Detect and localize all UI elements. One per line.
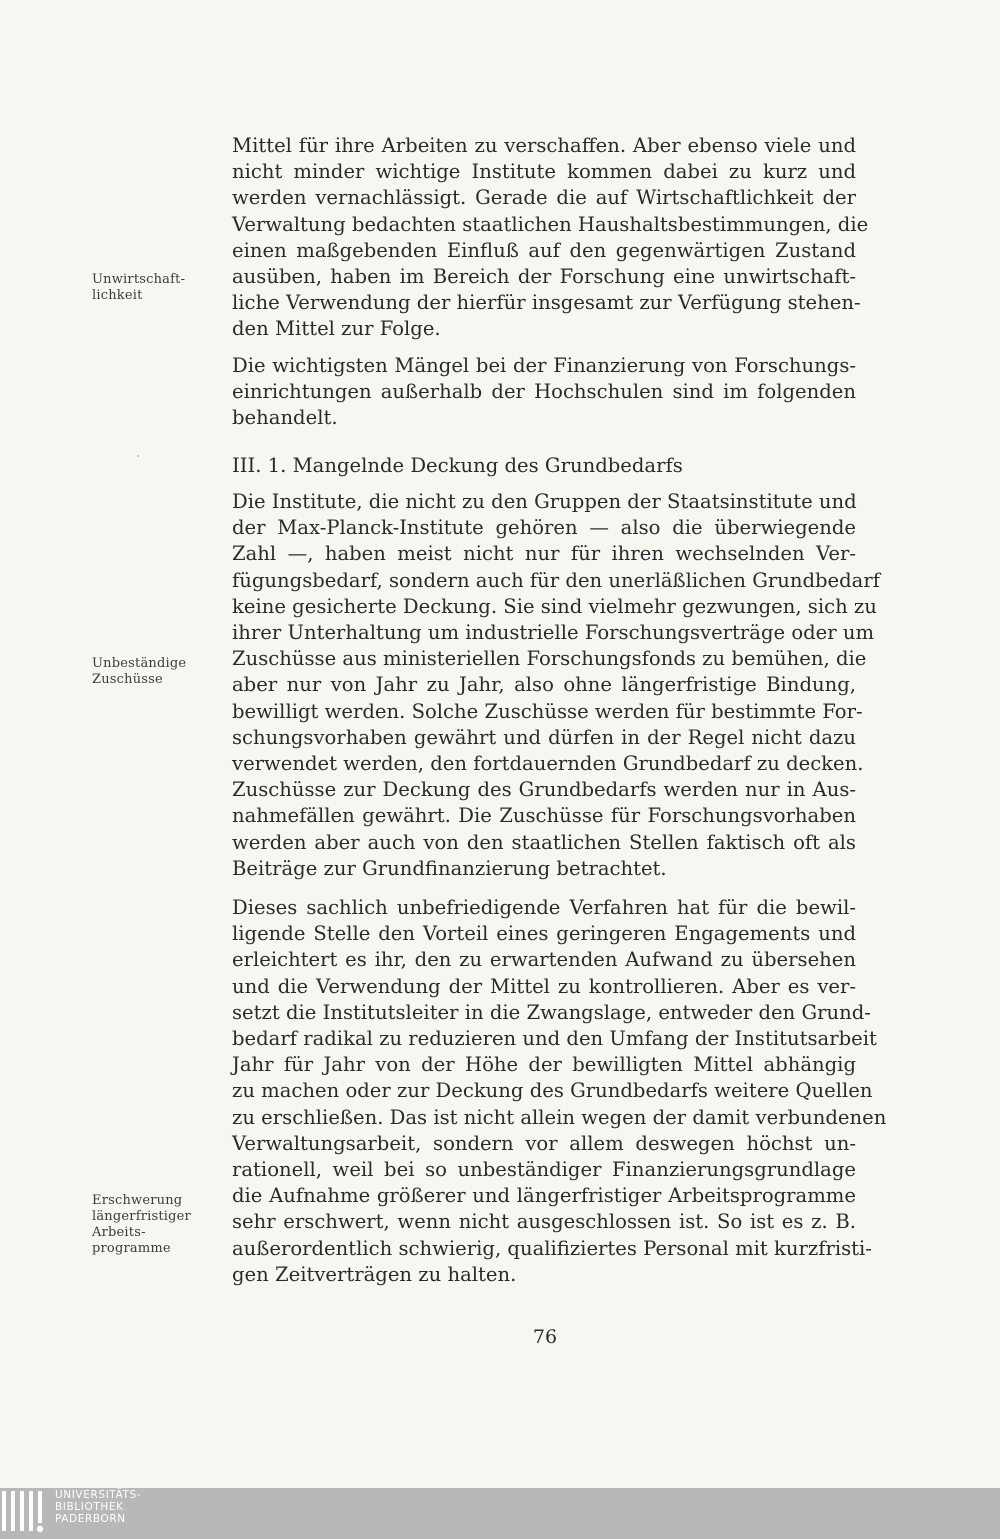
text-line: Verwaltungsarbeit, sondern vor allem deswegen höchst un- — [232, 1131, 856, 1155]
text-line: Mittel für ihre Arbeiten zu verschaffen. Aber ebenso viele und — [232, 134, 856, 157]
paragraph-3 — [232, 489, 880, 882]
margin-note-unwirtschaftlichkeit — [92, 272, 212, 304]
text-line: außerordentlich schwierig, qualifiziertes Personal mit kurzfristi- — [232, 1236, 872, 1260]
library-footer — [0, 1488, 1000, 1539]
margin-note-line: Unwirtschaft- — [92, 272, 186, 287]
text-line: einen maßgebenden Einfluß auf den gegenwärtigen Zustand — [232, 238, 856, 262]
text-line: Zahl —, haben meist nicht nur für ihren wechselnden Ver- — [232, 542, 856, 566]
text-line: sehr erschwert, wenn nicht ausgeschlossen ist. So ist es z. B. — [232, 1210, 856, 1234]
margin-note-line: Arbeits- — [92, 1225, 146, 1240]
text-line: Beiträge zur Grundfinanzierung betrachtet. — [232, 856, 667, 880]
text-line: erleichtert es ihr, den zu erwartenden Aufwand zu übersehen — [232, 948, 856, 972]
text-line: bedarf radikal zu reduzieren und den Umfang der Institutsarbeit — [232, 1027, 877, 1051]
margin-note-unbestaendige-zuschuesse — [92, 656, 212, 688]
text-line: der Max-Planck-Institute gehören — also die überwiegende — [232, 516, 856, 540]
text-line: keine gesicherte Deckung. Sie sind vielmehr gezwungen, sich zu — [232, 594, 877, 618]
text-line: werden vernachlässigt. Gerade die auf Wirtschaftlichkeit der — [232, 186, 856, 210]
margin-note-line: Erschwerung — [92, 1193, 183, 1208]
text-line: ausüben, haben im Bereich der Forschung eine unwirtschaft- — [232, 265, 856, 289]
text-line: verwendet werden, den fortdauernden Grundbedarf zu decken. — [232, 752, 864, 776]
paragraph-4 — [232, 895, 887, 1288]
text-line: schungsvorhaben gewährt und dürfen in der Regel nicht dazu — [232, 725, 856, 749]
text-line: rationell, weil bei so unbeständiger Finanzierungsgrundlage — [232, 1158, 856, 1182]
text-line: einrichtungen außerhalb der Hochschulen sind im folgenden — [232, 380, 856, 404]
text-line: nahmefällen gewährt. Die Zuschüsse für Forschungsvorhaben — [232, 804, 856, 828]
page-number: 76 — [532, 1326, 558, 1348]
margin-note-line: Zuschüsse — [92, 672, 163, 687]
scan-speck — [137, 455, 139, 457]
text-line: Zuschüsse aus ministeriellen Forschungsfonds zu bemühen, die — [232, 647, 867, 671]
paragraph-2 — [232, 353, 856, 432]
text-line: behandelt. — [232, 406, 338, 430]
text-line: liche Verwendung der hierfür insgesamt zur Verfügung stehen- — [232, 291, 861, 315]
library-name-line: UNIVERSITÄTS- — [55, 1489, 142, 1501]
text-line: den Mittel zur Folge. — [232, 317, 441, 341]
text-line: aber nur von Jahr zu Jahr, also ohne längerfristige Bindung, — [232, 673, 856, 697]
text-line: Die Institute, die nicht zu den Gruppen der Staatsinstitute und — [232, 490, 857, 513]
text-line: Dieses sachlich unbefriedigende Verfahren hat für die bewil- — [232, 896, 856, 919]
margin-note-line: längerfristiger — [92, 1209, 191, 1224]
library-name-line: PADERBORN — [55, 1513, 126, 1525]
margin-note-erschwerung — [92, 1193, 212, 1257]
text-line: gen Zeitverträgen zu halten. — [232, 1262, 517, 1286]
text-line: Jahr für Jahr von der Höhe der bewilligten Mittel abhängig — [232, 1053, 856, 1077]
text-line: fügungsbedarf, sondern auch für den unerläßlichen Grundbedarf — [232, 568, 880, 592]
paragraph-1 — [232, 133, 869, 343]
text-line: Zuschüsse zur Deckung des Grundbedarfs werden nur in Aus- — [232, 778, 856, 802]
text-line: ligende Stelle den Vorteil eines geringeren Engagements und — [232, 922, 856, 946]
margin-note-line: lichkeit — [92, 288, 143, 303]
text-line: nicht minder wichtige Institute kommen dabei zu kurz und — [232, 160, 856, 184]
library-name-line: BIBLIOTHEK — [55, 1501, 124, 1513]
text-line: bewilligt werden. Solche Zuschüsse werden für bestimmte For- — [232, 699, 863, 723]
margin-note-line: Unbeständige — [92, 656, 187, 671]
text-line: die Aufnahme größerer und längerfristiger Arbeitsprogramme — [232, 1184, 856, 1208]
library-name — [55, 1489, 141, 1525]
text-line: zu machen oder zur Deckung des Grundbedarfs weitere Quellen — [232, 1079, 873, 1103]
text-line: Die wichtigsten Mängel bei der Finanzierung von Forschungs- — [232, 354, 856, 377]
text-line: und die Verwendung der Mittel zu kontrollieren. Aber es ver- — [232, 974, 856, 998]
section-heading: III. 1. Mangelnde Deckung des Grundbedarfs — [232, 454, 683, 477]
text-line: werden aber auch von den staatlichen Stellen faktisch oft als — [232, 830, 856, 854]
text-line: Verwaltung bedachten staatlichen Haushaltsbestimmungen, die — [232, 212, 869, 236]
margin-note-line: programme — [92, 1241, 171, 1256]
text-line: zu erschließen. Das ist nicht allein wegen der damit verbundenen — [232, 1105, 887, 1129]
text-line: ihrer Unterhaltung um industrielle Forschungsverträge oder um — [232, 621, 875, 645]
text-line: setzt die Institutsleiter in die Zwangslage, entweder den Grund- — [232, 1000, 871, 1024]
library-logo-icon — [2, 1488, 54, 1539]
